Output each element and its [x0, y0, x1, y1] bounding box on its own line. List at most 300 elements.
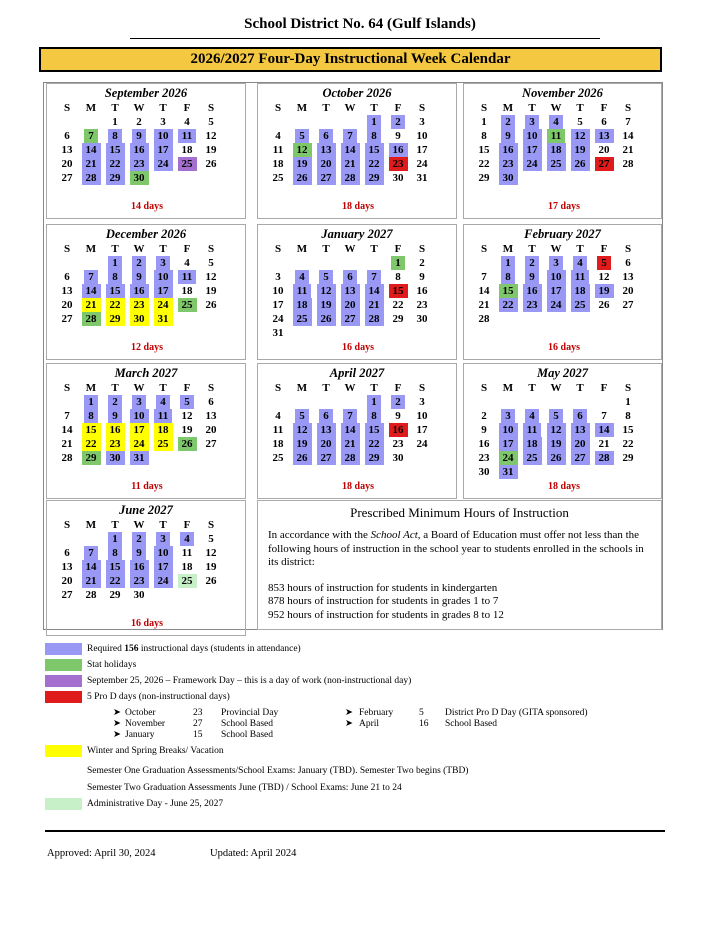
weekday-header: [464, 242, 661, 256]
empty-day: [520, 465, 544, 479]
day-number: 11: [154, 409, 172, 423]
prescribed-hours-panel: [257, 500, 662, 630]
day-number: 2: [481, 410, 487, 422]
prescribed-intro: [268, 529, 651, 570]
day-number: 10: [416, 410, 428, 422]
weekday-letter: W: [550, 243, 562, 255]
day-number: 12: [293, 423, 312, 437]
calendar-day: [472, 115, 496, 129]
day-number: 10: [154, 129, 173, 143]
weekday-letter: S: [418, 102, 426, 114]
calendar-day: [290, 437, 314, 451]
day-number: 8: [395, 271, 401, 283]
weekday-letter: S: [207, 243, 215, 255]
weekday-letter: S: [418, 382, 426, 394]
calendar-day: [472, 143, 496, 157]
calendar-day: [151, 423, 175, 437]
week-row: [47, 129, 245, 143]
prod-row: [345, 708, 588, 719]
day-number: 2: [108, 395, 122, 409]
prod-day: 5: [419, 708, 424, 718]
calendar-day: [175, 115, 199, 129]
calendar-day: [151, 298, 175, 312]
day-number: 4: [525, 409, 539, 423]
day-number: 21: [341, 157, 360, 171]
weekday-letter: T: [322, 102, 330, 114]
day-number: 25: [523, 451, 542, 465]
day-number: 26: [571, 157, 590, 171]
calendar-day: [362, 143, 386, 157]
weekday-letter: F: [183, 102, 191, 114]
weekday-letter: S: [274, 102, 282, 114]
week-row: [47, 560, 245, 574]
calendar-day: [314, 171, 338, 185]
day-number: 26: [205, 575, 217, 587]
empty-day: [544, 312, 568, 326]
day-number: 2: [132, 532, 146, 546]
calendar-day: [472, 171, 496, 185]
month-calendar: [463, 363, 662, 499]
day-number: 4: [184, 257, 190, 269]
day-number: 15: [106, 284, 125, 298]
weekday-letter: F: [394, 382, 402, 394]
calendar-day: [103, 574, 127, 588]
calendar-day: [175, 532, 199, 546]
day-number: 31: [154, 312, 173, 326]
day-number: 26: [598, 299, 610, 311]
prod-month: February: [359, 708, 394, 718]
day-number: 1: [367, 115, 381, 129]
day-number: 24: [523, 157, 542, 171]
weekday-letter: T: [111, 382, 119, 394]
day-number: 19: [205, 561, 217, 573]
calendar-day: [127, 395, 151, 409]
empty-day: [199, 451, 223, 465]
day-number: 30: [130, 312, 149, 326]
month-calendar: [46, 224, 246, 360]
day-number: 31: [499, 465, 518, 479]
weekday-header: [258, 242, 456, 256]
day-number: 3: [156, 532, 170, 546]
calendar-day: [175, 437, 199, 451]
calendar-day: [103, 284, 127, 298]
day-number: 7: [625, 116, 631, 128]
day-number: 5: [295, 409, 309, 423]
weekday-letter: W: [344, 243, 356, 255]
calendar-day: [520, 129, 544, 143]
day-number: 4: [156, 395, 170, 409]
calendar-day: [127, 157, 151, 171]
weekday-header: [258, 101, 456, 115]
calendar-day: [592, 284, 616, 298]
calendar-day: [496, 157, 520, 171]
footer-rule: [45, 830, 665, 832]
calendar-day: [520, 437, 544, 451]
swatch-prod: [45, 691, 82, 703]
calendar-day: [616, 451, 640, 465]
day-number: 22: [392, 299, 404, 311]
day-number: 27: [317, 171, 336, 185]
calendar-day: [151, 115, 175, 129]
weekday-letter: M: [85, 102, 97, 114]
day-number: 17: [154, 560, 173, 574]
day-number: 1: [501, 256, 515, 270]
calendar-day: [55, 312, 79, 326]
day-number: 6: [64, 271, 70, 283]
day-number: 13: [595, 129, 614, 143]
day-number: 16: [130, 560, 149, 574]
calendar-day: [314, 157, 338, 171]
day-number: 18: [181, 144, 193, 156]
calendar-day: [568, 143, 592, 157]
day-number: 8: [108, 546, 122, 560]
weekday-letter: T: [159, 382, 167, 394]
calendar-day: [175, 409, 199, 423]
calendar-day: [472, 129, 496, 143]
day-number: 18: [272, 158, 284, 170]
calendar-day: [290, 312, 314, 326]
day-number: 22: [499, 298, 518, 312]
calendar-day: [338, 157, 362, 171]
calendar-day: [55, 588, 79, 602]
empty-day: [544, 465, 568, 479]
calendar-day: [55, 157, 79, 171]
day-number: 20: [61, 158, 73, 170]
day-number: 18: [523, 437, 542, 451]
calendar-day: [314, 298, 338, 312]
calendar-day: [520, 423, 544, 437]
day-number: 29: [365, 171, 384, 185]
calendar-day: [151, 256, 175, 270]
calendar-day: [496, 423, 520, 437]
day-number: 23: [389, 157, 408, 171]
day-number: 18: [154, 423, 173, 437]
week-row: [258, 437, 456, 451]
day-number: 3: [275, 271, 281, 283]
empty-day: [314, 326, 338, 340]
week-row: [47, 256, 245, 270]
day-number: 8: [108, 270, 122, 284]
day-number: 28: [622, 158, 634, 170]
hours-kindergarten: 853 hours of instruction for students in kindergarten: [268, 581, 498, 594]
prod-desc: School Based: [221, 719, 273, 729]
week-row: [47, 451, 245, 465]
day-number: 27: [571, 451, 590, 465]
calendar-day: [616, 409, 640, 423]
calendar-day: [127, 451, 151, 465]
calendar-day: [151, 546, 175, 560]
calendar-day: [338, 409, 362, 423]
day-number: 30: [133, 589, 145, 601]
weekday-letter: S: [207, 382, 215, 394]
day-number: 10: [416, 130, 428, 142]
calendar-day: [568, 437, 592, 451]
calendar-day: [544, 437, 568, 451]
calendar-day: [544, 284, 568, 298]
week-row: [464, 143, 661, 157]
empty-day: [520, 312, 544, 326]
month-title: April 2027: [329, 366, 385, 380]
calendar-day: [175, 298, 199, 312]
day-number: 10: [154, 546, 173, 560]
calendar-day: [79, 588, 103, 602]
day-number: 9: [132, 546, 146, 560]
calendar-day: [496, 284, 520, 298]
weekday-letter: T: [370, 102, 378, 114]
day-number: 21: [82, 298, 101, 312]
calendar-day: [290, 298, 314, 312]
month-calendar: [46, 83, 246, 219]
day-number: 23: [392, 438, 404, 450]
empty-day: [79, 532, 103, 546]
calendar-day: [496, 451, 520, 465]
empty-day: [290, 256, 314, 270]
weekday-letter: T: [576, 243, 584, 255]
day-number: 28: [85, 589, 97, 601]
weekday-letter: T: [159, 519, 167, 531]
month-total: 18 days: [342, 481, 374, 492]
day-number: 11: [293, 284, 311, 298]
calendar-day: [290, 143, 314, 157]
week-row: [464, 312, 661, 326]
day-number: 23: [478, 452, 490, 464]
day-number: 12: [205, 271, 217, 283]
day-number: 7: [343, 409, 357, 423]
calendar-day: [103, 560, 127, 574]
prod-month: October: [125, 708, 156, 718]
day-number: 7: [84, 546, 98, 560]
weekday-letter: S: [624, 102, 632, 114]
day-number: 27: [622, 299, 634, 311]
calendar-day: [314, 437, 338, 451]
empty-day: [520, 395, 544, 409]
week-row: [464, 423, 661, 437]
empty-day: [338, 256, 362, 270]
calendar-day: [79, 560, 103, 574]
day-number: 3: [501, 409, 515, 423]
calendar-day: [127, 588, 151, 602]
day-number: 19: [595, 284, 614, 298]
weekday-letter: W: [550, 102, 562, 114]
day-number: 29: [478, 172, 490, 184]
day-number: 27: [61, 172, 73, 184]
day-number: 24: [416, 158, 428, 170]
calendar-day: [314, 129, 338, 143]
calendar-day: [592, 437, 616, 451]
day-number: 5: [597, 256, 611, 270]
day-number: 21: [61, 438, 73, 450]
empty-day: [314, 115, 338, 129]
legend-admin: Administrative Day - June 25, 2027: [87, 799, 224, 809]
calendar-day: [103, 451, 127, 465]
day-number: 24: [547, 298, 566, 312]
calendar-day: [103, 312, 127, 326]
week-row: [464, 284, 661, 298]
calendar-day: [568, 115, 592, 129]
day-number: 28: [82, 312, 101, 326]
calendar-day: [199, 143, 223, 157]
week-row: [258, 409, 456, 423]
intro-after: , a Board of Education must offer not less than the following hours of instruction in the school year to students enrolled in the schools in its district:: [268, 529, 644, 568]
weekday-header: [47, 101, 245, 115]
month-calendar: [46, 500, 246, 636]
week-row: [47, 409, 245, 423]
approved-date: Approved: April 30, 2024: [47, 848, 156, 859]
calendar-day: [55, 298, 79, 312]
day-number: 29: [365, 451, 384, 465]
day-number: 13: [61, 285, 73, 297]
weekday-letter: M: [296, 102, 308, 114]
day-number: 12: [205, 547, 217, 559]
calendar-day: [103, 157, 127, 171]
day-number: 4: [295, 270, 309, 284]
month-total: 16 days: [342, 342, 374, 353]
weekday-letter: S: [274, 243, 282, 255]
calendar-day: [472, 298, 496, 312]
day-number: 30: [478, 466, 490, 478]
day-number: 27: [341, 312, 360, 326]
swatch-breaks: [45, 745, 82, 757]
day-number: 18: [272, 438, 284, 450]
calendar-day: [520, 270, 544, 284]
calendar-day: [410, 395, 434, 409]
calendar-day: [338, 284, 362, 298]
week-row: [258, 298, 456, 312]
day-number: 15: [82, 423, 101, 437]
day-number: 27: [317, 451, 336, 465]
month-total: 11 days: [131, 481, 163, 492]
calendar-day: [362, 423, 386, 437]
day-number: 18: [181, 561, 193, 573]
calendar-day: [544, 409, 568, 423]
calendar-day: [175, 546, 199, 560]
day-number: 3: [156, 256, 170, 270]
calendar-day: [472, 465, 496, 479]
week-row: [47, 532, 245, 546]
calendar-day: [55, 451, 79, 465]
calendar-day: [616, 129, 640, 143]
day-number: 15: [478, 144, 490, 156]
calendar-day: [338, 270, 362, 284]
legend-sem1: Semester One Graduation Assessments/School Exams: January (TBD). Semester Two begins (TBD): [87, 766, 469, 776]
day-number: 14: [341, 143, 360, 157]
calendar-day: [544, 423, 568, 437]
calendar-day: [496, 171, 520, 185]
day-number: 27: [205, 438, 217, 450]
day-number: 11: [547, 129, 565, 143]
calendar-day: [127, 546, 151, 560]
day-number: 8: [501, 270, 515, 284]
day-number: 15: [365, 423, 384, 437]
prod-desc: Provincial Day: [221, 708, 279, 718]
calendar-day: [55, 270, 79, 284]
calendar-day: [55, 129, 79, 143]
prod-day: 27: [193, 719, 203, 729]
calendar-day: [103, 546, 127, 560]
empty-day: [79, 256, 103, 270]
day-number: 2: [132, 256, 146, 270]
calendar-day: [79, 157, 103, 171]
calendar-day: [472, 312, 496, 326]
calendar-day: [55, 574, 79, 588]
weekday-letter: S: [207, 519, 215, 531]
day-number: 24: [154, 298, 173, 312]
day-number: 11: [178, 129, 196, 143]
calendar-day: [338, 298, 362, 312]
month-title: March 2027: [114, 366, 178, 380]
prod-month: November: [125, 719, 166, 729]
weekday-letter: F: [600, 102, 608, 114]
calendar-day: [79, 437, 103, 451]
day-number: 28: [478, 313, 490, 325]
weekday-letter: S: [624, 382, 632, 394]
required-pre: Required: [87, 644, 125, 654]
calendar-day: [79, 546, 103, 560]
day-number: 9: [525, 270, 539, 284]
day-number: 6: [601, 116, 607, 128]
weekday-letter: F: [183, 382, 191, 394]
calendar-day: [127, 423, 151, 437]
empty-day: [616, 465, 640, 479]
calendar-day: [314, 284, 338, 298]
day-number: 26: [205, 299, 217, 311]
day-number: 10: [547, 270, 566, 284]
calendar-day: [266, 312, 290, 326]
day-number: 5: [208, 533, 214, 545]
day-number: 15: [499, 284, 518, 298]
calendar-day: [79, 298, 103, 312]
day-number: 2: [391, 395, 405, 409]
calendar-day: [338, 143, 362, 157]
bullet-icon: ➤: [113, 719, 121, 729]
day-number: 9: [395, 130, 401, 142]
calendar-day: [55, 409, 79, 423]
day-number: 28: [341, 451, 360, 465]
day-number: 16: [130, 143, 149, 157]
day-number: 8: [84, 409, 98, 423]
calendar-day: [290, 451, 314, 465]
day-number: 11: [181, 547, 193, 559]
day-number: 6: [64, 130, 70, 142]
calendar-day: [544, 298, 568, 312]
week-row: [464, 437, 661, 451]
day-number: 2: [136, 116, 142, 128]
calendar-day: [314, 451, 338, 465]
calendar-day: [568, 270, 592, 284]
calendar-day: [79, 270, 103, 284]
calendar-day: [410, 115, 434, 129]
calendar-day: [103, 143, 127, 157]
month-title: December 2026: [105, 227, 187, 241]
school-act: School Act: [370, 529, 418, 541]
week-row: [47, 312, 245, 326]
day-number: 2: [501, 115, 515, 129]
day-number: 16: [478, 438, 490, 450]
calendar-day: [410, 270, 434, 284]
calendar-day: [496, 270, 520, 284]
calendar-day: [79, 284, 103, 298]
calendar-day: [520, 143, 544, 157]
day-number: 5: [208, 116, 214, 128]
calendar-day: [175, 129, 199, 143]
empty-day: [472, 256, 496, 270]
calendar-day: [151, 312, 175, 326]
calendar-day: [386, 129, 410, 143]
calendar-day: [127, 409, 151, 423]
legend-prod: 5 Pro D days (non-instructional days): [87, 692, 230, 702]
calendar-day: [472, 270, 496, 284]
weekday-letter: W: [344, 382, 356, 394]
